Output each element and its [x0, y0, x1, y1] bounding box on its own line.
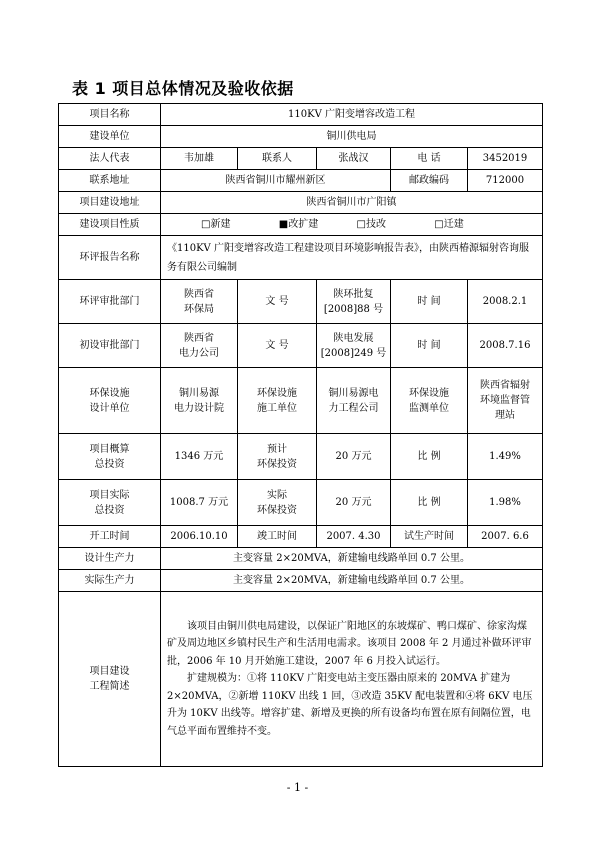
actual-capacity-label: 实际生产力 — [59, 570, 161, 592]
contact-label: 联系人 — [238, 148, 317, 170]
budget-label: 项目概算 总投资 — [59, 434, 161, 480]
actual-label: 项目实际 总投资 — [59, 480, 161, 526]
site: 陕西省铜川市广阳镇 — [161, 192, 543, 214]
budget-ratio-label: 比 例 — [391, 434, 468, 480]
design-capacity-label: 设计生产力 — [59, 548, 161, 570]
env-monitor-label: 环保设施 监测单位 — [391, 368, 468, 434]
actual-ratio-label: 比 例 — [391, 480, 468, 526]
summary-paragraph-2: 扩建规模为：①将 110KV 广阳变电站主变压器由原来的 20MVA 扩建为 2×20MVA，②新增 110KV 出线 1 回，③改造 35KV 配电装置和④将 6KV 电压升为 10KV 出线等。增容扩建、新增及更换的所有设备均布置在原有间隔位置，电气总平面布置维持不变。 — [167, 673, 533, 737]
nature-options — [161, 214, 543, 236]
project-overview-table — [58, 103, 543, 767]
trial-label: 试生产时间 — [391, 526, 468, 548]
finish-time: 2007. 4.30 — [317, 526, 391, 548]
budget-env-label: 预计 环保投资 — [238, 434, 317, 480]
site-label: 项目建设地址 — [59, 192, 161, 214]
start-label: 开工时间 — [59, 526, 161, 548]
env-design-label: 环保设施 设计单位 — [59, 368, 161, 434]
budget-total: 1346 万元 — [161, 434, 238, 480]
eia-doc-no-label: 文 号 — [238, 280, 317, 324]
actual-capacity: 主变容量 2×20MVA，新建输电线路单回 0.7 公里。 — [161, 570, 543, 592]
actual-ratio: 1.98% — [468, 480, 543, 526]
address: 陕西省铜川市耀州新区 — [161, 170, 391, 192]
eia-doc-no: 陕环批复 [2008]88 号 — [317, 280, 391, 324]
eia-report: 《110KV 广阳变增容改造工程建设项目环境影响报告表》，由陕西椿源辐射咨询服务有限公司编制 — [161, 236, 543, 280]
summary — [161, 592, 543, 767]
actual-env: 20 万元 — [317, 480, 391, 526]
actual-total: 1008.7 万元 — [161, 480, 238, 526]
env-design-unit: 铜川易源 电力设计院 — [161, 368, 238, 434]
summary-paragraph-1: 该项目由铜川供电局建设，以保证广阳地区的东坡煤矿、鸭口煤矿、徐家沟煤矿及周边地区乡镇村民生产和生活用电需求。该项目 2008 年 2 月通过补做环评审批，2006 年 10 月开始施工建设，2007 年 6 月投入试运行。 — [167, 620, 532, 667]
design-time-label: 时 间 — [391, 324, 468, 368]
postcode-label: 邮政编码 — [391, 170, 468, 192]
design-doc-no-label: 文 号 — [238, 324, 317, 368]
summary-label: 项目建设 工程简述 — [59, 592, 161, 767]
legal-rep: 韦加雄 — [161, 148, 238, 170]
nature-label: 建设项目性质 — [59, 214, 161, 236]
design-doc-no: 陕电发展 [2008]249 号 — [317, 324, 391, 368]
env-build-unit: 铜川易源电 力工程公司 — [317, 368, 391, 434]
nature-option-new: □新建 — [201, 219, 231, 230]
start-time: 2006.10.10 — [161, 526, 238, 548]
table-title: 表 1 项目总体情况及验收依据 — [72, 79, 294, 98]
phone-label: 电 话 — [391, 148, 468, 170]
legal-rep-label: 法人代表 — [59, 148, 161, 170]
eia-time-label: 时 间 — [391, 280, 468, 324]
phone: 3452019 — [468, 148, 543, 170]
design-approval-label: 初设审批部门 — [59, 324, 161, 368]
budget-ratio: 1.49% — [468, 434, 543, 480]
design-approval-dept: 陕西省 电力公司 — [161, 324, 238, 368]
project-name: 110KV 广阳变增容改造工程 — [161, 104, 543, 126]
eia-time: 2008.2.1 — [468, 280, 543, 324]
actual-env-label: 实际 环保投资 — [238, 480, 317, 526]
finish-label: 竣工时间 — [238, 526, 317, 548]
builder: 铜川供电局 — [161, 126, 543, 148]
postcode: 712000 — [468, 170, 543, 192]
env-build-label: 环保设施 施工单位 — [238, 368, 317, 434]
design-capacity: 主变容量 2×20MVA，新建输电线路单回 0.7 公里。 — [161, 548, 543, 570]
budget-env: 20 万元 — [317, 434, 391, 480]
contact: 张战汉 — [317, 148, 391, 170]
trial-time: 2007. 6.6 — [468, 526, 543, 548]
page-number: - 1 - — [286, 781, 309, 794]
builder-label: 建设单位 — [59, 126, 161, 148]
eia-approval-label: 环评审批部门 — [59, 280, 161, 324]
nature-option-tech: □技改 — [356, 219, 386, 230]
eia-approval-dept: 陕西省 环保局 — [161, 280, 238, 324]
address-label: 联系地址 — [59, 170, 161, 192]
design-time: 2008.7.16 — [468, 324, 543, 368]
project-name-label: 项目名称 — [59, 104, 161, 126]
env-monitor-unit: 陕西省辐射 环境监督管 理站 — [468, 368, 543, 434]
nature-option-expand: ■改扩建 — [278, 219, 319, 230]
eia-report-label: 环评报告名称 — [59, 236, 161, 280]
nature-option-relocate: □迁建 — [434, 219, 464, 230]
